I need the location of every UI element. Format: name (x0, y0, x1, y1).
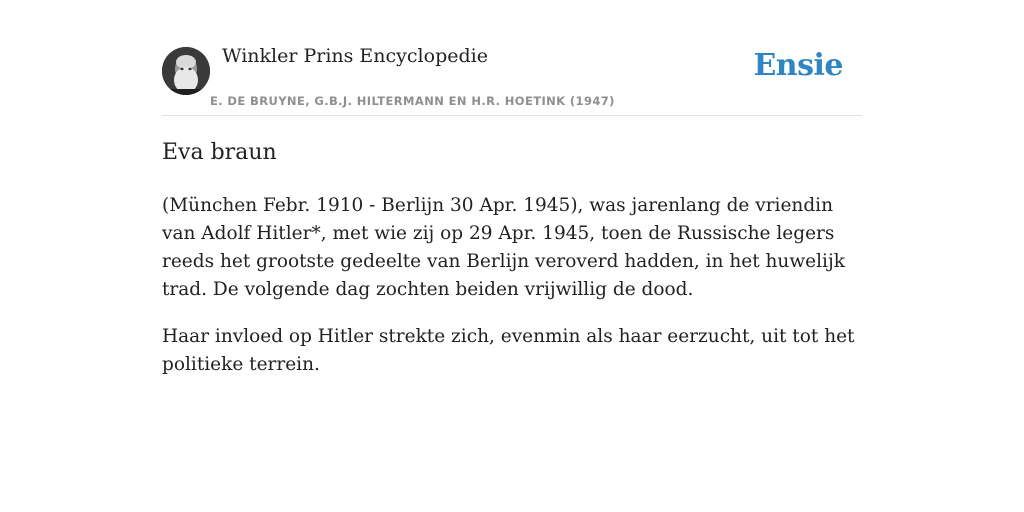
article-paragraph: Haar invloed op Hitler strekte zich, evenmin als haar eerzucht, uit tot het politieke terrein. (162, 326, 855, 375)
source-title[interactable]: Winkler Prins Encyclopedie (222, 45, 488, 67)
source-header (162, 0, 862, 116)
source-authors: E. DE BRUYNE, G.B.J. HILTERMANN EN H.R. HOETINK (1947) (210, 94, 615, 108)
ensie-logo-link[interactable]: Ensie (753, 48, 843, 83)
article-title: Eva braun (162, 140, 277, 165)
article-paragraph: (München Febr. 1910 - Berlijn 30 Apr. 1945), was jarenlang de vriendin van Adolf Hitler*, met wie zij op 29 Apr. 1945, toen de Russische legers reeds het grootste gedeelte van Berlijn veroverd hadden, in het huwelijk trad. De volgende dag zochten beiden vrijwillig de dood. (162, 195, 845, 300)
source-avatar-icon[interactable] (162, 47, 210, 95)
page-container (162, 0, 862, 375)
